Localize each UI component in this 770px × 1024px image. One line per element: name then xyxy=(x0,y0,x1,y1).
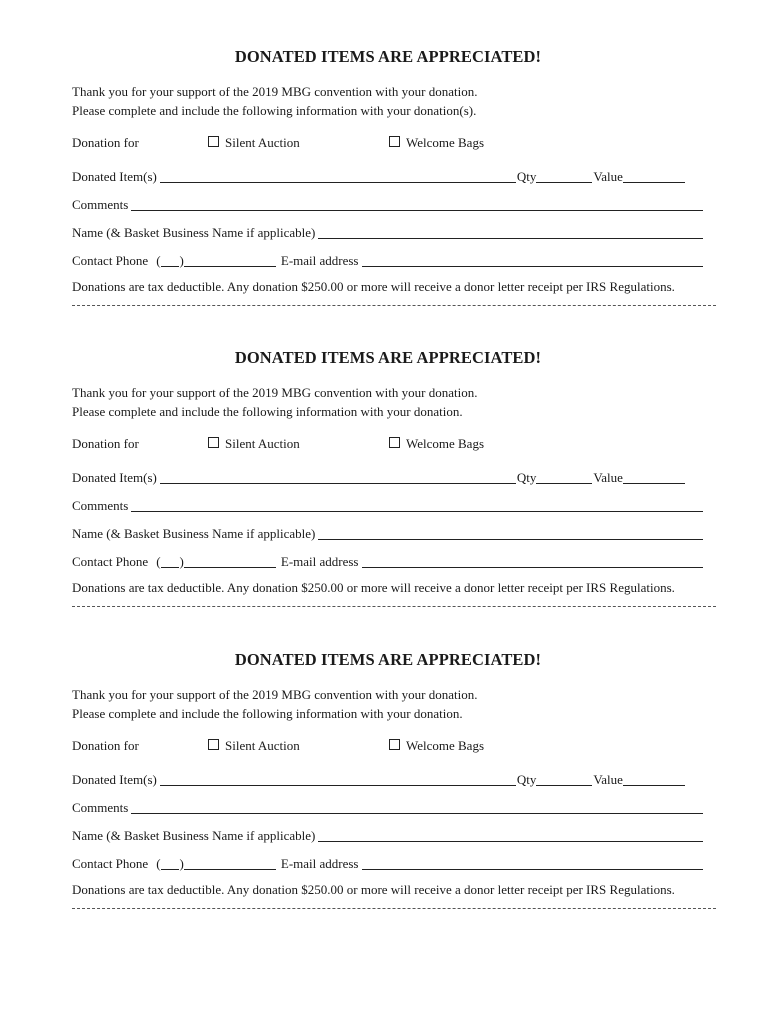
name-field[interactable] xyxy=(318,226,703,239)
donation-form-2 xyxy=(72,348,704,638)
donated-items-row xyxy=(72,468,704,486)
form-title: DONATED ITEMS ARE APPRECIATED! xyxy=(234,47,542,66)
contact-phone-label: Contact Phone xyxy=(72,856,149,871)
intro-text-line-1: Thank you for your support of the 2019 MBG convention with your donation. xyxy=(72,84,478,99)
intro-text-line-2: Please complete and include the following information with your donation. xyxy=(72,404,463,419)
value-label: Value xyxy=(593,772,623,787)
email-label: E-mail address xyxy=(280,554,359,569)
welcome-bags-checkbox[interactable] xyxy=(389,739,400,750)
area-code-field[interactable] xyxy=(161,857,179,870)
silent-auction-label: Silent Auction xyxy=(225,738,300,753)
donation-form-3 xyxy=(72,650,704,940)
name-label: Name (& Basket Business Name if applicable) xyxy=(72,225,316,240)
comments-row xyxy=(72,496,704,514)
comments-row xyxy=(72,195,704,213)
silent-auction-checkbox[interactable] xyxy=(208,437,219,448)
donated-items-label: Donated Item(s) xyxy=(72,470,157,485)
welcome-bags-label: Welcome Bags xyxy=(406,135,485,150)
intro-text-line-1: Thank you for your support of the 2019 MBG convention with your donation. xyxy=(72,385,478,400)
welcome-bags-checkbox[interactable] xyxy=(389,437,400,448)
phone-open-paren: ( xyxy=(156,253,161,268)
name-field[interactable] xyxy=(318,527,703,540)
cut-line xyxy=(72,606,716,607)
email-label: E-mail address xyxy=(280,253,359,268)
phone-close-paren: ) xyxy=(179,554,184,569)
silent-auction-label: Silent Auction xyxy=(225,436,300,451)
tax-deductible-note: Donations are tax deductible. Any donation $250.00 or more will receive a donor letter receipt per IRS Regulations. xyxy=(72,279,675,294)
value-label: Value xyxy=(593,169,623,184)
area-code-field[interactable] xyxy=(161,254,179,267)
donated-items-field[interactable] xyxy=(160,471,516,484)
phone-number-field[interactable] xyxy=(184,555,276,568)
name-row xyxy=(72,826,704,844)
welcome-bags-option[interactable] xyxy=(389,738,484,754)
value-field[interactable] xyxy=(623,773,685,786)
tax-deductible-note: Donations are tax deductible. Any donation $250.00 or more will receive a donor letter receipt per IRS Regulations. xyxy=(72,882,675,897)
qty-label: Qty xyxy=(516,169,537,184)
donated-items-row xyxy=(72,167,704,185)
contact-row xyxy=(72,552,704,570)
intro-text-line-2: Please complete and include the following information with your donation. xyxy=(72,706,463,721)
comments-field[interactable] xyxy=(131,499,703,512)
comments-label: Comments xyxy=(72,197,129,212)
form-title: DONATED ITEMS ARE APPRECIATED! xyxy=(234,650,542,669)
phone-open-paren: ( xyxy=(156,554,161,569)
area-code-field[interactable] xyxy=(161,555,179,568)
donated-items-field[interactable] xyxy=(160,773,516,786)
donated-items-label: Donated Item(s) xyxy=(72,772,157,787)
welcome-bags-label: Welcome Bags xyxy=(406,436,485,451)
tax-deductible-note: Donations are tax deductible. Any donation $250.00 or more will receive a donor letter receipt per IRS Regulations. xyxy=(72,580,675,595)
value-field[interactable] xyxy=(623,471,685,484)
phone-number-field[interactable] xyxy=(184,254,276,267)
silent-auction-label: Silent Auction xyxy=(225,135,300,150)
welcome-bags-checkbox[interactable] xyxy=(389,136,400,147)
value-field[interactable] xyxy=(623,170,685,183)
silent-auction-option[interactable] xyxy=(208,135,300,151)
phone-number-field[interactable] xyxy=(184,857,276,870)
welcome-bags-option[interactable] xyxy=(389,436,484,452)
silent-auction-checkbox[interactable] xyxy=(208,739,219,750)
form-title: DONATED ITEMS ARE APPRECIATED! xyxy=(234,348,542,367)
welcome-bags-option[interactable] xyxy=(389,135,484,151)
phone-close-paren: ) xyxy=(179,253,184,268)
email-field[interactable] xyxy=(362,857,704,870)
silent-auction-option[interactable] xyxy=(208,738,300,754)
cut-line xyxy=(72,305,716,306)
comments-field[interactable] xyxy=(131,801,703,814)
phone-open-paren: ( xyxy=(156,856,161,871)
qty-field[interactable] xyxy=(536,773,592,786)
donated-items-label: Donated Item(s) xyxy=(72,169,157,184)
contact-phone-label: Contact Phone xyxy=(72,554,149,569)
comments-label: Comments xyxy=(72,498,129,513)
comments-label: Comments xyxy=(72,800,129,815)
donation-for-row xyxy=(72,738,704,756)
donated-items-field[interactable] xyxy=(160,170,516,183)
phone-close-paren: ) xyxy=(179,856,184,871)
intro-text-line-2: Please complete and include the following information with your donation(s). xyxy=(72,103,477,118)
comments-field[interactable] xyxy=(131,198,703,211)
intro-text-line-1: Thank you for your support of the 2019 MBG convention with your donation. xyxy=(72,687,478,702)
cut-line xyxy=(72,908,716,909)
qty-label: Qty xyxy=(516,772,537,787)
welcome-bags-label: Welcome Bags xyxy=(406,738,485,753)
value-label: Value xyxy=(593,470,623,485)
contact-row xyxy=(72,854,704,872)
email-field[interactable] xyxy=(362,555,704,568)
qty-field[interactable] xyxy=(536,170,592,183)
donation-for-label: Donation for xyxy=(72,738,139,753)
contact-row xyxy=(72,251,704,269)
donation-for-label: Donation for xyxy=(72,135,139,150)
donation-for-row xyxy=(72,436,704,454)
name-row xyxy=(72,524,704,542)
donation-form-1 xyxy=(72,47,704,337)
comments-row xyxy=(72,798,704,816)
silent-auction-option[interactable] xyxy=(208,436,300,452)
name-label: Name (& Basket Business Name if applicable) xyxy=(72,828,316,843)
name-row xyxy=(72,223,704,241)
silent-auction-checkbox[interactable] xyxy=(208,136,219,147)
contact-phone-label: Contact Phone xyxy=(72,253,149,268)
name-field[interactable] xyxy=(318,829,703,842)
name-label: Name (& Basket Business Name if applicable) xyxy=(72,526,316,541)
donated-items-row xyxy=(72,770,704,788)
email-field[interactable] xyxy=(362,254,704,267)
qty-field[interactable] xyxy=(536,471,592,484)
donation-for-label: Donation for xyxy=(72,436,139,451)
donation-for-row xyxy=(72,135,704,153)
qty-label: Qty xyxy=(516,470,537,485)
email-label: E-mail address xyxy=(280,856,359,871)
